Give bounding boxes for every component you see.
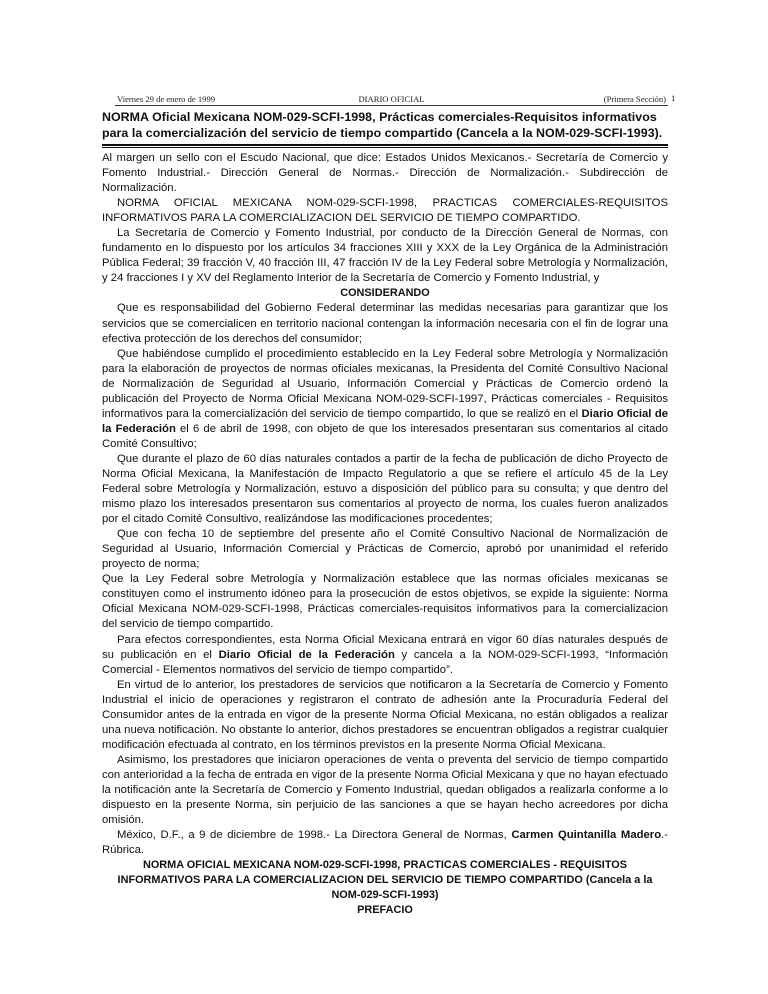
document-page	[102, 93, 668, 918]
title-rule-thick	[102, 144, 668, 146]
page-number: 1	[671, 93, 676, 103]
header-publication: DIARIO OFICIAL	[358, 94, 425, 104]
running-header	[115, 93, 668, 106]
paragraph-likewise: Asimismo, los prestadores que iniciaron operaciones de venta o preventa del servicio de tiempo compartido con anterioridad a la fecha de entrada en vigor de la presente Norma Oficial Mexicana y que no hayan efectuado la notificación ante la Secretaría de Comercio y Fomento Industrial, quedan obligados a realizarla conforme a lo dispuesto en la presente Norma, sin perjuicio de las sanciones a que se hayan hecho acreedores por dicha omisión.	[102, 753, 668, 827]
document-body	[102, 151, 668, 918]
paragraph-considerando-4: Que con fecha 10 de septiembre del presente año el Comité Consultivo Nacional de Normalización de Seguridad al Usuario, Información Comercial y Prácticas de Comercio, aprobó por unanimidad el referido proyecto de norma;	[102, 528, 668, 571]
paragraph-virtue: En virtud de lo anterior, los prestadores de servicios que notificaron a la Secretaría de Comercio y Fomento Industrial el inicio de operaciones y registraron el contrato de adhesión ante la Procuraduría Federal del Consumidor antes de la entrada en vigor de la presente Norma Oficial Mexicana, no están obligados a realizar una nueva notificación. No obstante lo anterior, dichos prestadores se encuentran obligados a registrar cualquier modificación efectuada al contrato, en los términos previstos en la presente Norma Oficial Mexicana.	[102, 678, 668, 751]
heading-considerando: CONSIDERANDO	[340, 287, 430, 300]
header-section: (Primera Sección)	[603, 94, 666, 104]
paragraph-considerando-5: Que la Ley Federal sobre Metrología y Normalización establece que las normas oficiales mexicanas se constituyen como el instrumento idóneo para la prosecución de estos objetivos, se expide la siguiente: Norma Oficial Mexicana NOM-029-SCFI-1998, Prácticas comerciales-requisitos informativos para la comercializacion del servicio de tiempo compartido.	[102, 573, 668, 631]
paragraph-considerando-2: Que habiéndose cumplido el procedimiento establecido en la Ley Federal sobre Metrología y Normalización para la elaboración de proyectos de normas oficiales mexicanas, la Presidenta del Comité Consultivo Nacional de Normalización de Seguridad al Usuario, Información Comercial y Prácticas de Comercio ordenó la publicación del Proyecto de Norma Oficial Mexicana NOM-029-SCFI-1997, Prácticas comerciales - Requisitos informativos para la comercialización del servicio de tiempo compartido, lo que se realizó en el Diario Oficial de la Federación el 6 de abril de 1998, con objeto de que los interesados presentaran sus comentarios al citado Comité Consultivo;	[102, 347, 668, 450]
bold-diario-oficial: Diario Oficial de la Federación	[218, 648, 395, 661]
paragraph-considerando-1: Que es responsabilidad del Gobierno Federal determinar las medidas necesarias para garantizar que los servicios que se comercialicen en territorio nacional contengan la información necesaria con el fin de lograr una efectiva protección de los derechos del consumidor;	[102, 302, 668, 345]
title-rule-thin	[102, 147, 668, 148]
paragraph-norm-name: NORMA OFICIAL MEXICANA NOM-029-SCFI-1998, PRACTICAS COMERCIALES-REQUISITOS INFORMATIVOS PARA LA COMERCIALIZACION DEL SERVICIO DE TIEMPO COMPARTIDO.	[102, 197, 668, 225]
paragraph-effects: Para efectos correspondientes, esta Norma Oficial Mexicana entrará en vigor 60 días naturales después de su publicación en el Diario Oficial de la Federación y cancela a la NOM-029-SCFI-1993, “Información Comercial - Elementos normativos del servicio de tiempo compartido”.	[102, 633, 668, 676]
section-heading-prefacio: PREFACIO	[357, 904, 413, 917]
paragraph-considerando-3: Que durante el plazo de 60 días naturales contados a partir de la fecha de publicación de dicho Proyecto de Norma Oficial Mexicana, la Manifestación de Impacto Regulatorio a que se refiere el artículo 45 de la Ley Federal sobre Metrología y Normalización, estuvo a disposición del público para su consulta; y que dentro del mismo plazo los interesados presentaron sus comentarios al proyecto de norma, los cuales fueron analizados por el citado Comité Consultivo, realizándose las modificaciones procedentes;	[102, 452, 668, 526]
paragraph-seal: Al margen un sello con el Escudo Nacional, que dice: Estados Unidos Mexicanos.- Secretaría de Comercio y Fomento Industrial.- Dirección General de Normas.- Dirección de Normalización.- Subdirección de Normalización.	[102, 152, 668, 195]
document-title: NORMA Oficial Mexicana NOM-029-SCFI-1998, Prácticas comerciales-Requisitos informativos para la comercialización del servicio de tiempo compartido (Cancela a la NOM-029-SCFI-1993).	[102, 110, 663, 140]
paragraph-authority: La Secretaría de Comercio y Fomento Industrial, por conducto de la Dirección General de Normas, con fundamento en lo dispuesto por los artículos 34 fracciones XIII y XXX de la Ley Orgánica de la Administración Pública Federal; 39 fracción V, 40 fracción III, 47 fracción IV de la Ley Federal sobre Metrología y Normalización, y 24 fracciones I y XV del Reglamento Interior de la Secretaría de Comercio y Fomento Industrial, y	[102, 227, 668, 285]
paragraph-signature: México, D.F., a 9 de diciembre de 1998.- La Directora General de Normas, Carmen Quintanilla Madero.- Rúbrica.	[102, 829, 669, 857]
norm-heading: NORMA OFICIAL MEXICANA NOM-029-SCFI-1998, PRACTICAS COMERCIALES - REQUISITOS INFORMATIVOS PARA LA COMERCIALIZACION DEL SERVICIO DE TIEMPO COMPARTIDO (Cancela a la NOM-029-SCFI-1993)	[117, 859, 653, 902]
bold-diario-oficial: Diario Oficial de la Federación	[102, 407, 668, 435]
header-date: Viernes 29 de enero de 1999	[117, 94, 216, 104]
signatory-name: Carmen Quintanilla Madero	[511, 829, 662, 842]
